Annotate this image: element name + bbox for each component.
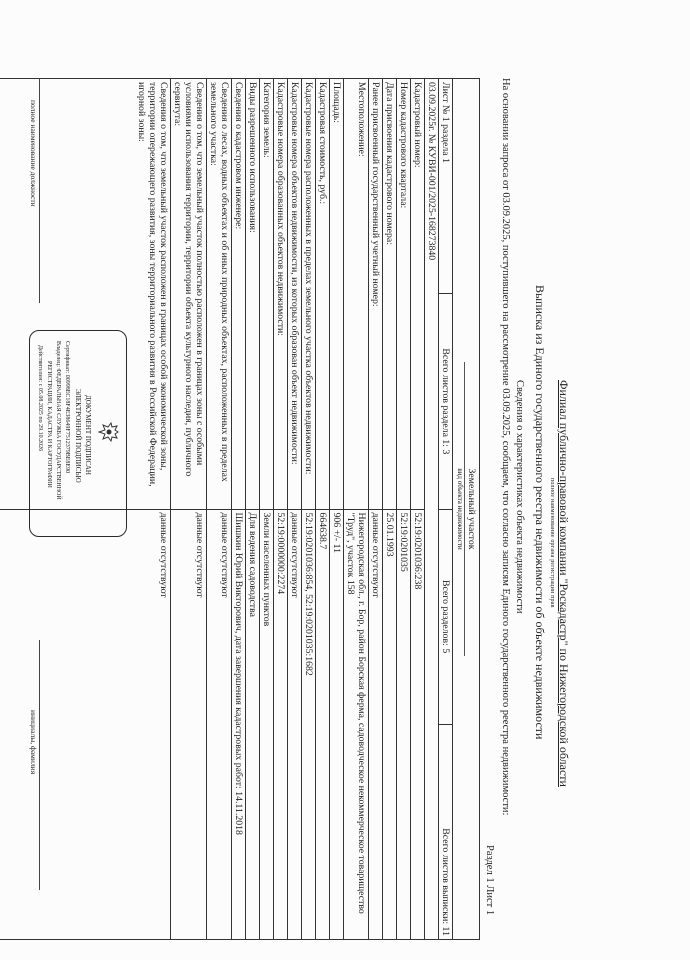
row-value: 664638.7 [316, 509, 330, 940]
stamp-line-1: ДОКУМЕНТ ПОДПИСАН [84, 395, 92, 475]
row-label: Сведения о лесах, водных объектах и об иных природных объектах, расположенных в пределах земельного участка: [207, 79, 232, 510]
rotated-extract [5, 10, 575, 950]
subtitle: Сведения о характеристиках объекта недвижимости [514, 380, 525, 614]
row-label: Кадастровая стоимость, руб.: [316, 79, 330, 510]
row-value: Нижегородская обл., г. Бор, район Борская ферма, садоводческое некоммерческое товарищество "Труд", участок 158 [344, 509, 369, 940]
row-value: данные отсутствуют [369, 509, 383, 940]
name-line [39, 640, 40, 890]
row-label: Виды разрешенного использования: [246, 79, 260, 510]
row-value: 906 +/- 11 [330, 509, 344, 940]
row-label: Сведения о кадастровом инженере: [232, 79, 246, 510]
object-type-note: вид объекта недвижимости [455, 362, 465, 656]
coat-of-arms-icon [96, 421, 120, 443]
row-label: Ранее присвоенный государственный учетный номер: [369, 79, 383, 510]
stamp-line-2: ЭЛЕКТРОННОЙ ПОДПИСЬЮ [74, 389, 82, 483]
sheets-total: Всего листов выписки: 11 [440, 828, 451, 936]
org-note: полное наименование органа регистрации прав [549, 478, 555, 608]
sheet-number: Лист № 1 раздела 1 [439, 79, 452, 294]
sections-total: Всего разделов: 5 [439, 510, 452, 725]
table-row [232, 79, 246, 940]
stamp-line-6: Действителен: с 05.08.2025 по 29.10.2026 [37, 345, 43, 452]
table-row [171, 79, 207, 940]
table-row [397, 79, 411, 940]
table-row [369, 79, 383, 940]
position-line [39, 78, 40, 303]
sheets-in-section: Всего листов раздела 1: 3 [439, 294, 452, 509]
request-id: 03.09.2025г. № КУВИ-001/2025-168273840 [425, 79, 439, 940]
row-label: Дата присвоения кадастрового номера: [383, 79, 397, 510]
position-label: полное наименование должности [29, 100, 38, 207]
row-value: 52:19:0000000:2274 [274, 509, 288, 940]
row-label: Номер кадастрового квартала: [397, 79, 411, 510]
table-row [316, 79, 330, 940]
row-value: данные отсутствуют [171, 509, 207, 940]
intro-text: На основании запроса от 03.09.2025, поступившего на рассмотрение 03.09.2025, сообщаем, что согласно записям Единого государственного реестра недвижимости: [500, 78, 511, 816]
table-row [274, 79, 288, 940]
table-row [260, 79, 274, 940]
row-value: данные отсутствуют [0, 509, 171, 940]
row-label: Кадастровые номера объектов недвижимости, из которых образован объект недвижимости: [288, 79, 302, 510]
name-label: инициалы, фамилия [29, 710, 38, 775]
row-label: Кадастровые номера расположенных в пределах земельного участка объектов недвижимости: [302, 79, 316, 510]
table-row [207, 79, 232, 940]
row-value: Шишкин Юрий Викторович, дата завершения кадастровых работ: 14.11.2018 [232, 509, 246, 940]
row-label: Сведения о том, что земельный участок расположен в границах особой экономической зоны, территории опережающего развития, зоны территориального развития в Российской Федерации, игорной зоны: [0, 79, 171, 510]
object-type-cell [453, 79, 480, 940]
section-label: Раздел 1 Лист 1 [484, 845, 495, 916]
sheet-info-cell [439, 79, 453, 940]
table-row [246, 79, 260, 940]
row-label: Кадастровый номер: [411, 79, 425, 510]
table-row [344, 79, 369, 940]
row-value: данные отсутствуют [288, 509, 302, 940]
row-value: Для ведения садоводства [246, 509, 260, 940]
table-row [302, 79, 316, 940]
row-label: Площадь: [330, 79, 344, 510]
row-value: Земли населенных пунктов [260, 509, 274, 940]
stamp-line-3: Сертификат: 00998EC18F4E38649F7512379BE8E90 [64, 341, 70, 474]
stamp-line-5: РЕГИСТРАЦИИ, КАДАСТРА И КАРТОГРАФИИ [46, 361, 52, 488]
object-type: Земельный участок [466, 468, 477, 550]
row-value: 52:19:0201036:854, 52:19:0201035:1682 [302, 509, 316, 940]
org-name: Филиал публично-правовой компании "Роскадастр" по Нижегородской области [557, 380, 571, 787]
sheet-info-row [439, 79, 452, 939]
row-value: 52:19:0201036:238 [411, 509, 425, 940]
table-row [330, 79, 344, 940]
row-value: 25.01.1993 [383, 509, 397, 940]
table-row [383, 79, 397, 940]
row-value: данные отсутствуют [207, 509, 232, 940]
stamp-line-4: Владелец: ФЕДЕРАЛЬНАЯ СЛУЖБА ГОСУДАРСТВЕННОЙ [55, 341, 61, 500]
row-label: Кадастровые номера образованных объектов недвижимости: [274, 79, 288, 510]
signature-stamp [29, 330, 127, 537]
row-label: Сведения о том, что земельный участок полностью расположен в границах зоны с особыми условиями использования территории, территории объекта культурного наследия, публичного сервитута: [171, 79, 207, 510]
table-row [411, 79, 425, 940]
row-label: Местоположение: [344, 79, 369, 510]
row-value: 52:19:0201035 [397, 509, 411, 940]
row-label: Категория земель: [260, 79, 274, 510]
table-row [288, 79, 302, 940]
document-title: Выписка из Единого государственного реестра недвижимости об объекте недвижимости [533, 285, 547, 740]
